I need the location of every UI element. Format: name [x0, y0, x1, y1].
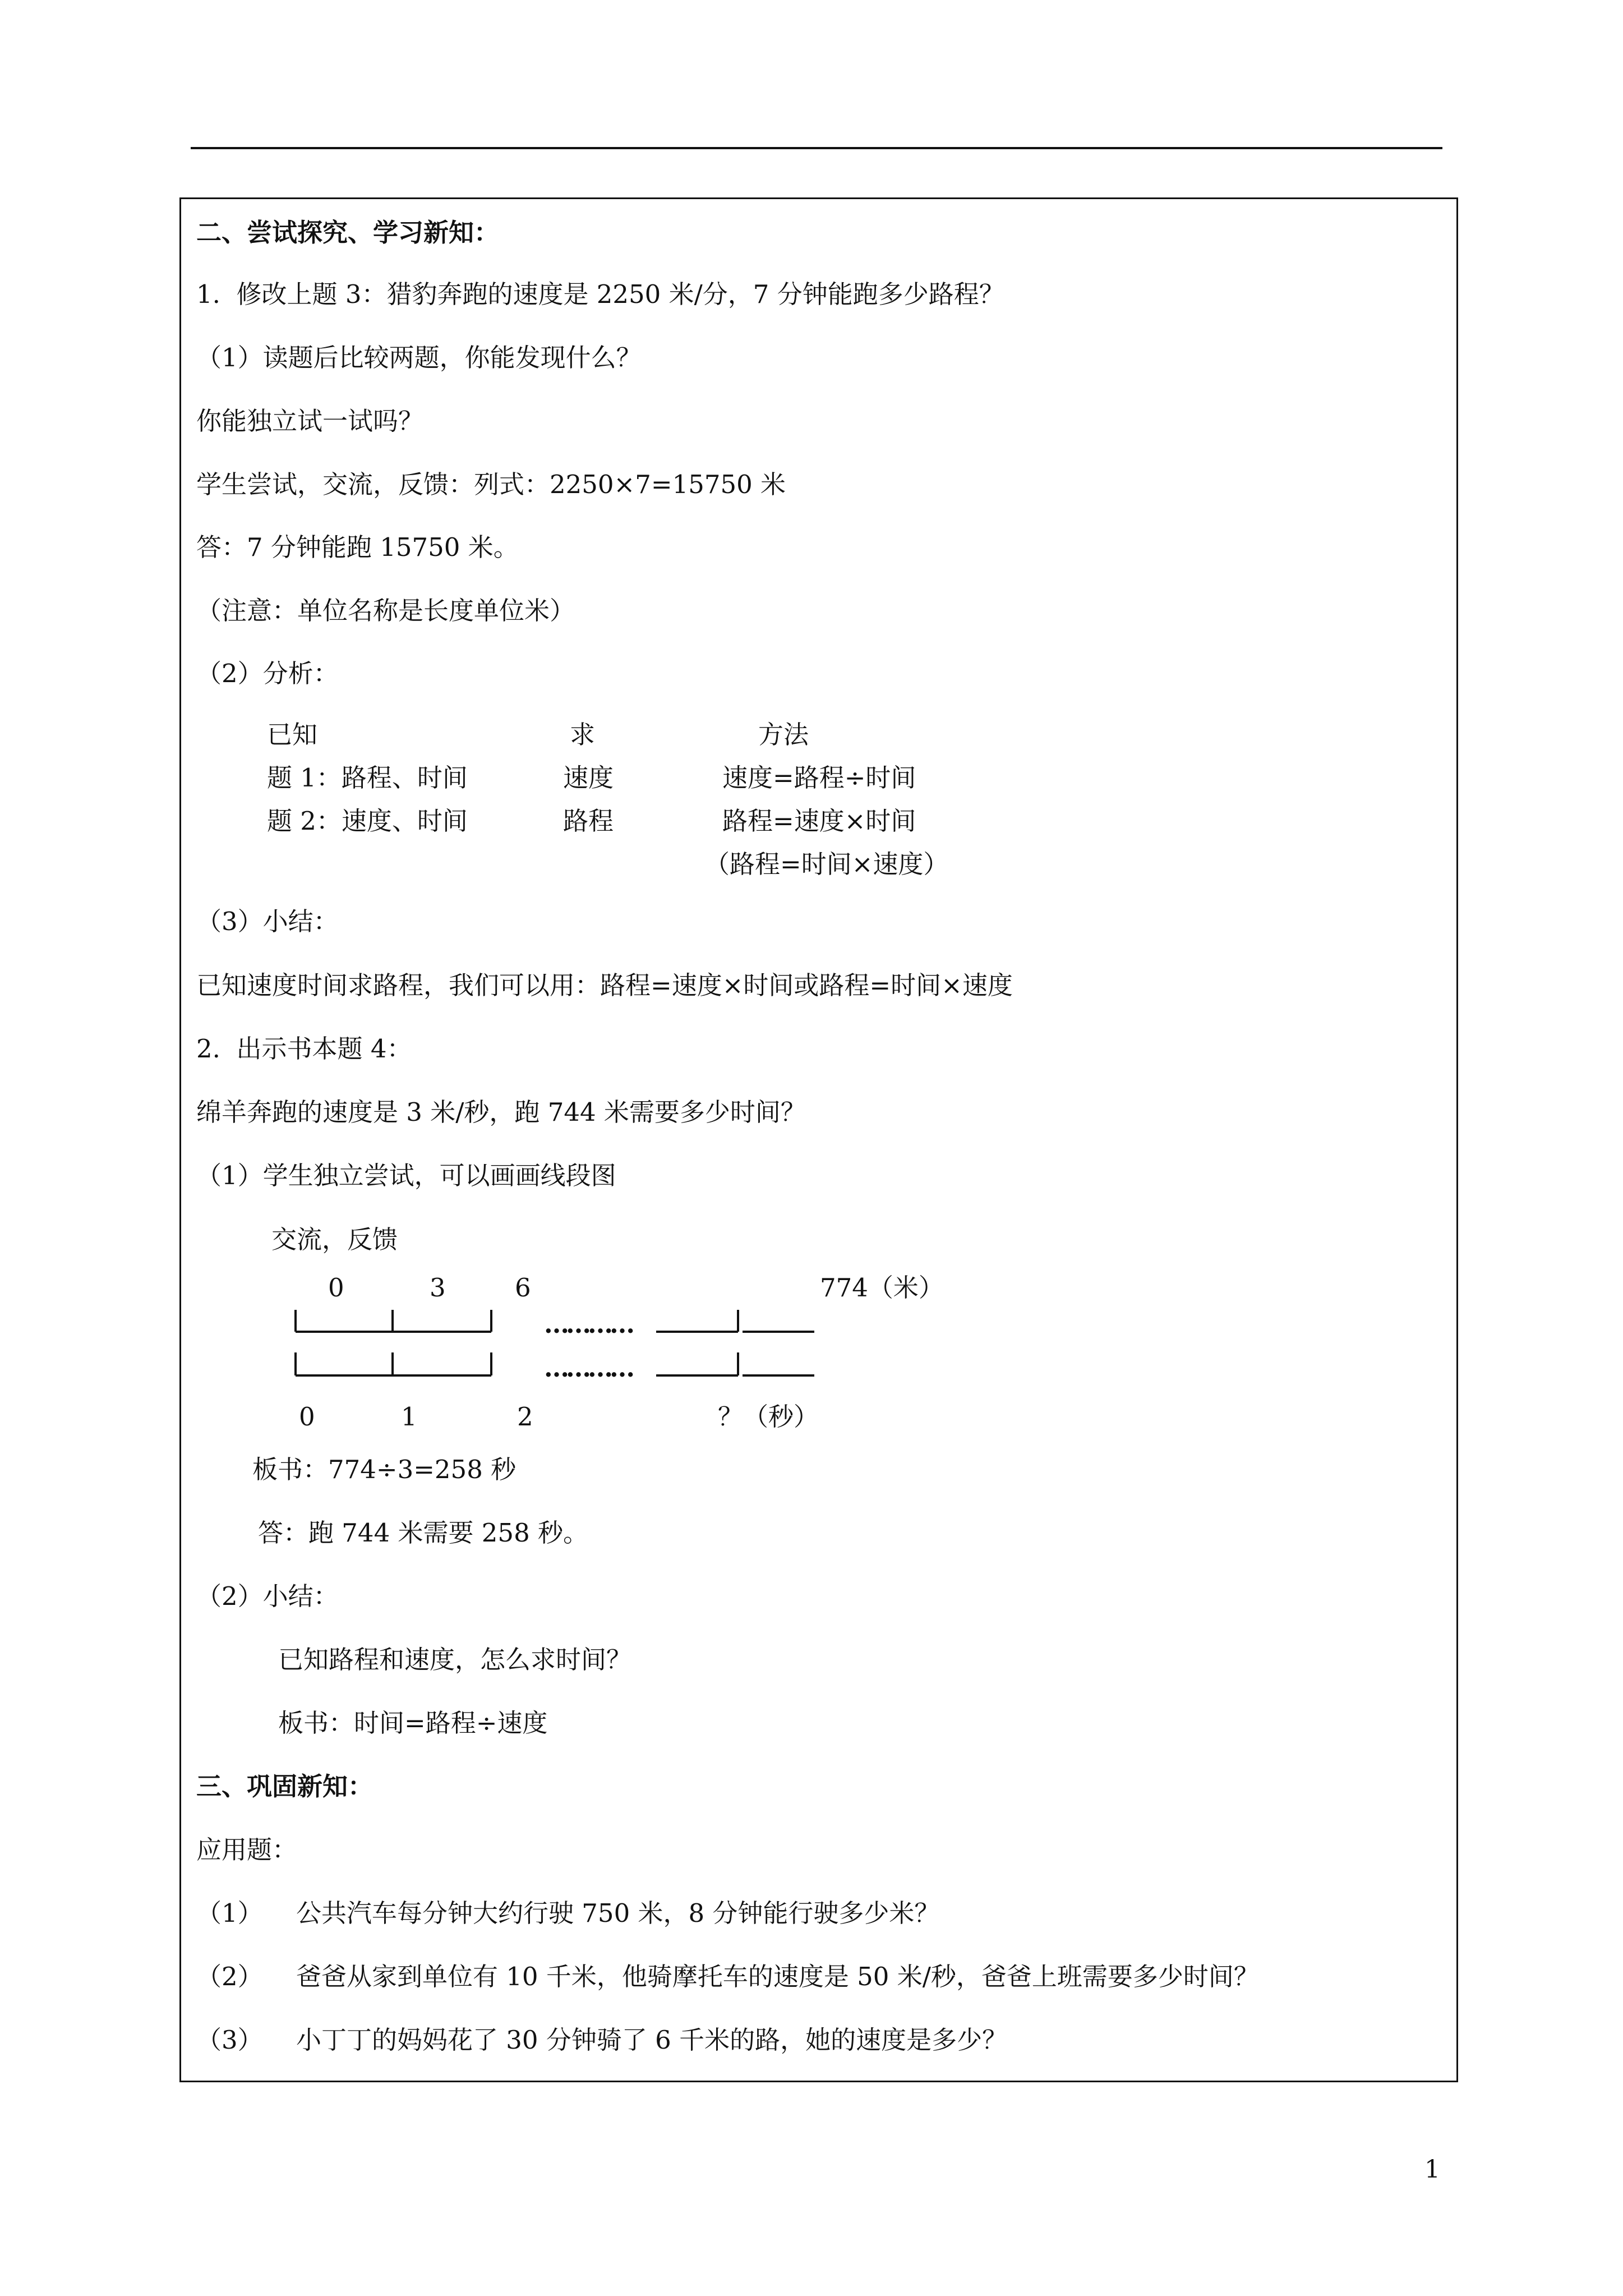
table-row1-method: 速度=路程÷时间 — [722, 763, 916, 793]
q1-p2: 你能独立试一试吗？ — [196, 406, 424, 436]
bottom-label-2: 2 — [517, 1402, 533, 1432]
section-heading-3: 三、巩固新知： — [196, 1772, 374, 1801]
table-row1-known: 题 1：路程、时间 — [267, 763, 468, 793]
board-formula: 板书：时间=路程÷速度 — [278, 1708, 548, 1738]
exercise-1-num: （1） — [196, 1898, 263, 1928]
exercise-3-text: 小丁丁的妈妈花了 30 分钟骑了 6 千米的路，她的速度是多少？ — [296, 2025, 1008, 2055]
q1-title: 1. 修改上题 3：猎豹奔跑的速度是 2250 米/分，7 分钟能跑多少路程？ — [196, 279, 1004, 309]
exercise-2-text: 爸爸从家到单位有 10 千米，他骑摩托车的速度是 50 米/秒，爸爸上班需要多少时间？ — [296, 1962, 1259, 1991]
q2-p2: 交流，反馈 — [271, 1225, 398, 1254]
exercise-3-num: （3） — [196, 2025, 263, 2055]
dots-top: ………… — [544, 1309, 631, 1339]
q2-answer: 答：跑 744 米需要 258 秒。 — [258, 1518, 588, 1548]
q2-title: 2. 出示书本题 4： — [196, 1034, 412, 1064]
q1-p3: 学生尝试，交流，反馈：列式：2250×7=15750 米 — [196, 470, 786, 499]
dots-bottom: ………… — [544, 1353, 631, 1383]
table-header-known: 已知 — [267, 720, 318, 749]
exercise-2-num: （2） — [196, 1962, 263, 1991]
q1-p5: （注意：单位名称是长度单位米） — [196, 596, 575, 625]
top-label-0: 0 — [328, 1273, 344, 1303]
bottom-label-0: 0 — [299, 1402, 315, 1432]
q2-p4: 已知路程和速度，怎么求时间？ — [278, 1645, 632, 1674]
q2-p3: （2）小结： — [196, 1581, 339, 1611]
exercise-1-text: 公共汽车每分钟大约行驶 750 米，8 分钟能行驶多少米？ — [296, 1898, 940, 1928]
q1-p1: （1）读题后比较两题，你能发现什么？ — [196, 343, 642, 372]
q1-p8: 已知速度时间求路程，我们可以用：路程=速度×时间或路程=时间×速度 — [196, 970, 1013, 1000]
top-label-6: 6 — [515, 1273, 531, 1303]
bottom-label-total: ？（秒） — [718, 1402, 819, 1432]
q1-p6: （2）分析： — [196, 659, 339, 688]
table-header-method: 方法 — [758, 720, 809, 749]
page-number: 1 — [1424, 2155, 1440, 2184]
q1-p7: （3）小结： — [196, 907, 339, 936]
table-header-find: 求 — [570, 720, 596, 749]
table-note: （路程=时间×速度） — [704, 849, 949, 879]
table-row2-method: 路程=速度×时间 — [722, 806, 916, 836]
q2-problem: 绵羊奔跑的速度是 3 米/秒，跑 744 米需要多少时间？ — [196, 1097, 806, 1127]
table-row2-known: 题 2：速度、时间 — [267, 806, 468, 836]
table-row2-find: 路程 — [563, 806, 614, 836]
q1-p4: 答：7 分钟能跑 15750 米。 — [196, 532, 519, 562]
top-label-3: 3 — [430, 1273, 446, 1303]
section-heading-2: 二、尝试探究、学习新知： — [196, 218, 500, 247]
board-calc: 板书：774÷3=258 秒 — [252, 1455, 517, 1484]
table-row1-find: 速度 — [563, 763, 614, 793]
q2-p1: （1）学生独立尝试，可以画画线段图 — [196, 1161, 616, 1190]
application-label: 应用题： — [196, 1835, 298, 1865]
bottom-label-1: 1 — [401, 1402, 417, 1432]
top-label-total: 774（米） — [820, 1273, 944, 1303]
